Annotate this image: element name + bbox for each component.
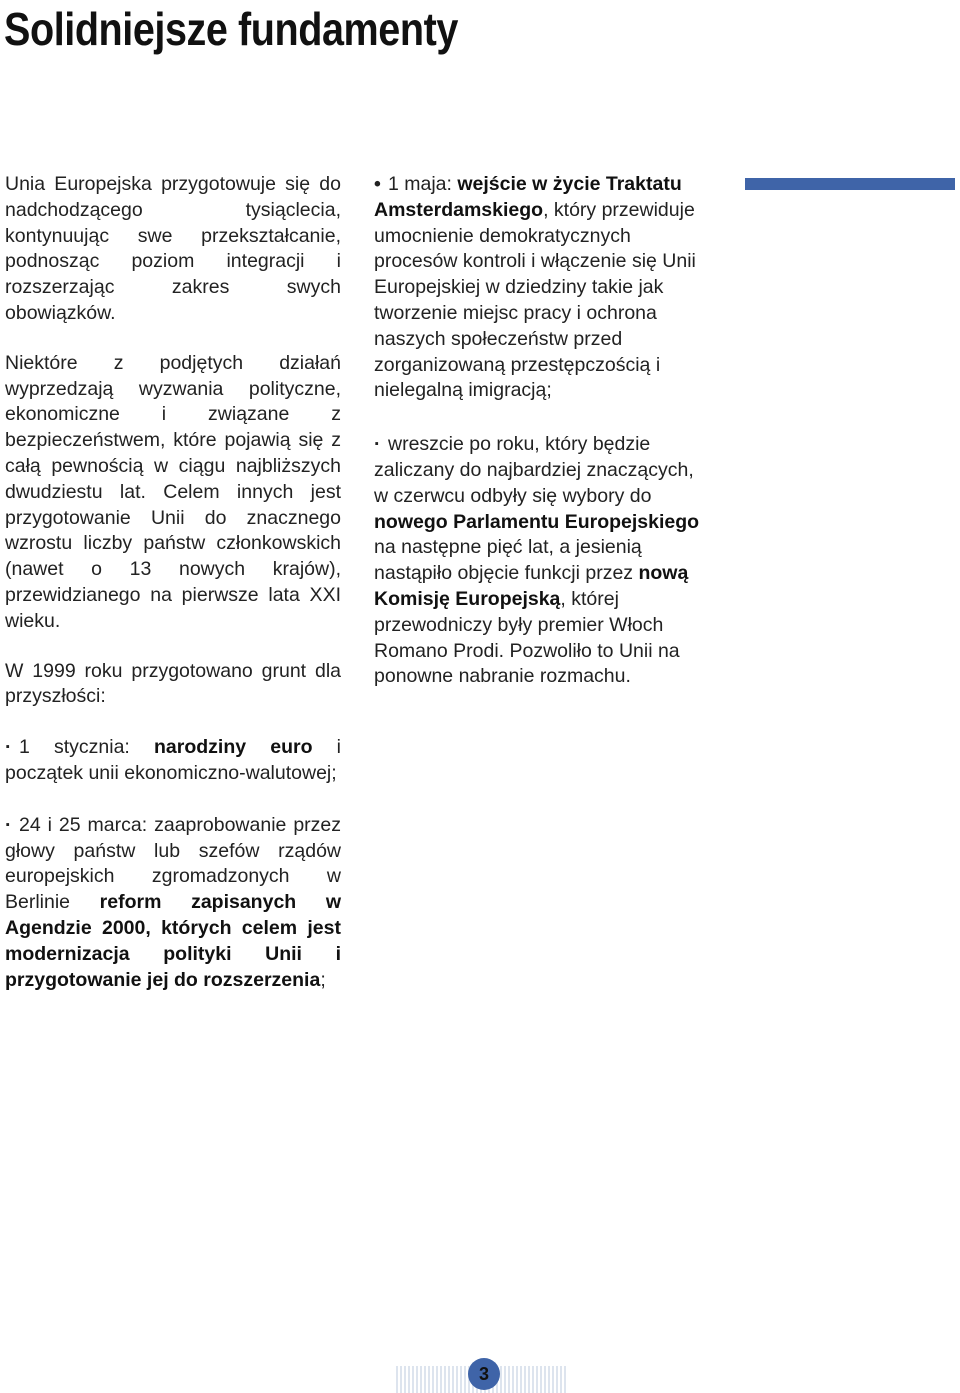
item-highlight: wejście w życie Traktatu Amsterdamskiego <box>374 173 682 221</box>
bullet-icon: • <box>374 173 381 195</box>
list-item-agenda-2000 <box>5 813 341 994</box>
accent-bar <box>745 178 955 190</box>
list-item-amsterdam-treaty <box>374 172 712 404</box>
bullet-icon: · <box>374 433 381 456</box>
bullet-icon: · <box>5 736 12 759</box>
list-item-euro <box>5 735 341 787</box>
lead-in-paragraph: W 1999 roku przygotowano grunt dla przyszłości: <box>5 659 341 708</box>
intro-paragraph: Unia Europejska przygotowuje się do nadchodzącego tysiąclecia, kontynuując swe przekształcanie, podnosząc poziom integracji i rozszerzając zakres swych obowiązków. <box>5 173 341 324</box>
item-highlight: reform zapisanych w Agendzie 2000, których celem jest modernizacja polityki Unii i przygotowanie jej do rozszerzenia <box>5 891 341 991</box>
event-list <box>5 735 341 993</box>
item-text: 1 maja: <box>388 173 458 195</box>
item-text: i początek unii ekonomiczno-walutowej; <box>5 736 341 784</box>
item-text: 24 i 25 marca: zaaprobowanie przez głowy państw lub szefów rządów europejskich zgromadzonych w Berlinie <box>5 813 341 914</box>
page-number-badge <box>468 1358 500 1390</box>
page-number: 3 <box>478 1363 489 1384</box>
body-paragraph: Niektóre z podjętych działań wyprzedzają wyzwania polityczne, ekonomiczne i związane z bezpieczeństwem, które pojawią się z całą pewnością w ciągu najbliższych dwudziestu lat. Celem innych jest przygotowanie Unii do znacznego wzrostu liczby państw członkowskich (nawet o 13 nowych krajów), przewidzianego na pierwsze lata XXI wieku. <box>5 351 341 632</box>
item-text: 1 stycznia: <box>19 736 154 759</box>
item-text: wreszcie po roku, który będzie zaliczany do najbardziej znaczących, w czerwcu odbyły się wybory do <box>374 433 694 507</box>
item-text: , której przewodniczy były premier Włoch Romano Prodi. Pozwoliło to Unii na ponowne nabranie rozmachu. <box>374 587 680 688</box>
item-text: ; <box>320 968 326 991</box>
list-item-parliament-commission <box>374 432 712 690</box>
item-highlight: nowego Parlamentu Europejskiego <box>374 510 700 533</box>
item-highlight: nową Komisję Europejską <box>374 562 689 610</box>
middle-column <box>374 172 712 690</box>
item-highlight: narodziny euro <box>154 736 313 759</box>
item-text: na następne pięć lat, a jesienią nastąpiło objęcie funkcji przez <box>374 536 642 585</box>
item-text: , który przewiduje umocnienie demokratycznych procesów kontroli i włączenie się Unii Europejskiej w dziedziny takie jak tworzenie miejsc pracy i ochrona naszych społeczeństw przed zorganizowaną przestępczością i nielegalną imigracją; <box>374 198 696 402</box>
bullet-icon: · <box>5 813 12 836</box>
left-column <box>5 172 341 993</box>
page-title: Solidniejsze fundamenty <box>4 3 458 55</box>
